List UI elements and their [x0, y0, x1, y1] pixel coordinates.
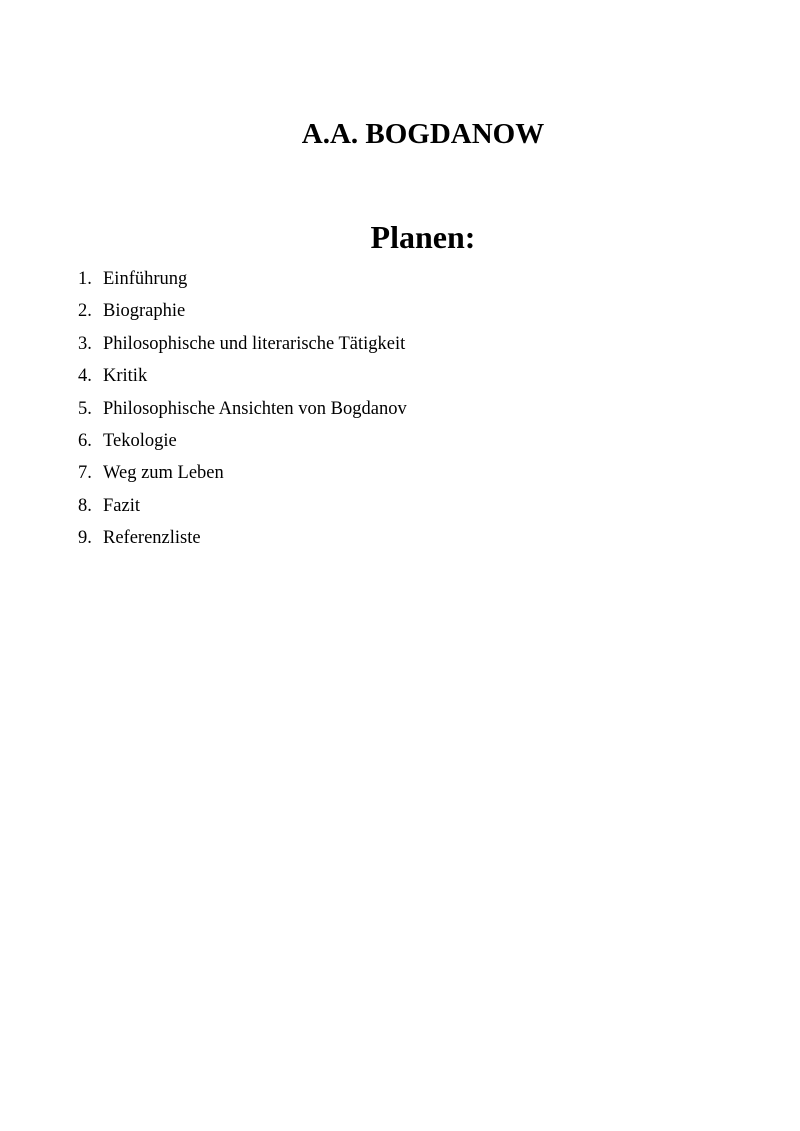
toc-item-number: 4.	[78, 366, 92, 387]
toc-item-8	[78, 490, 407, 522]
toc-item-3	[78, 328, 407, 360]
toc-item-number: 1.	[78, 269, 92, 289]
toc-item-number: 8.	[78, 495, 92, 516]
toc-item-5	[78, 393, 407, 425]
toc-item-label: Fazit	[103, 495, 140, 516]
toc-item-label: Philosophische und literarische Tätigkeit	[103, 333, 406, 354]
toc-item-number: 7.	[78, 463, 92, 484]
toc-item-number: 5.	[78, 398, 92, 419]
table-of-contents	[78, 263, 407, 555]
toc-item-label: Referenzliste	[103, 528, 201, 549]
toc-item-label: Einführung	[103, 269, 188, 289]
toc-item-number: 9.	[78, 528, 92, 549]
toc-item-2	[78, 295, 407, 327]
toc-item-4	[78, 360, 407, 392]
toc-item-1	[78, 263, 407, 295]
toc-item-label: Philosophische Ansichten von Bogdanov	[103, 398, 407, 419]
toc-item-label: Kritik	[103, 366, 148, 387]
document-title: A.A. BOGDANOW	[301, 118, 545, 150]
toc-item-label: Tekologie	[103, 430, 177, 451]
toc-item-9	[78, 522, 407, 554]
section-title: Planen:	[370, 219, 476, 255]
toc-item-7	[78, 457, 407, 489]
toc-item-number: 3.	[78, 333, 92, 354]
toc-item-label: Weg zum Leben	[103, 463, 224, 484]
toc-item-6	[78, 425, 407, 457]
toc-item-number: 6.	[78, 430, 92, 451]
toc-item-number: 2.	[78, 301, 92, 322]
toc-item-label: Biographie	[103, 301, 186, 322]
